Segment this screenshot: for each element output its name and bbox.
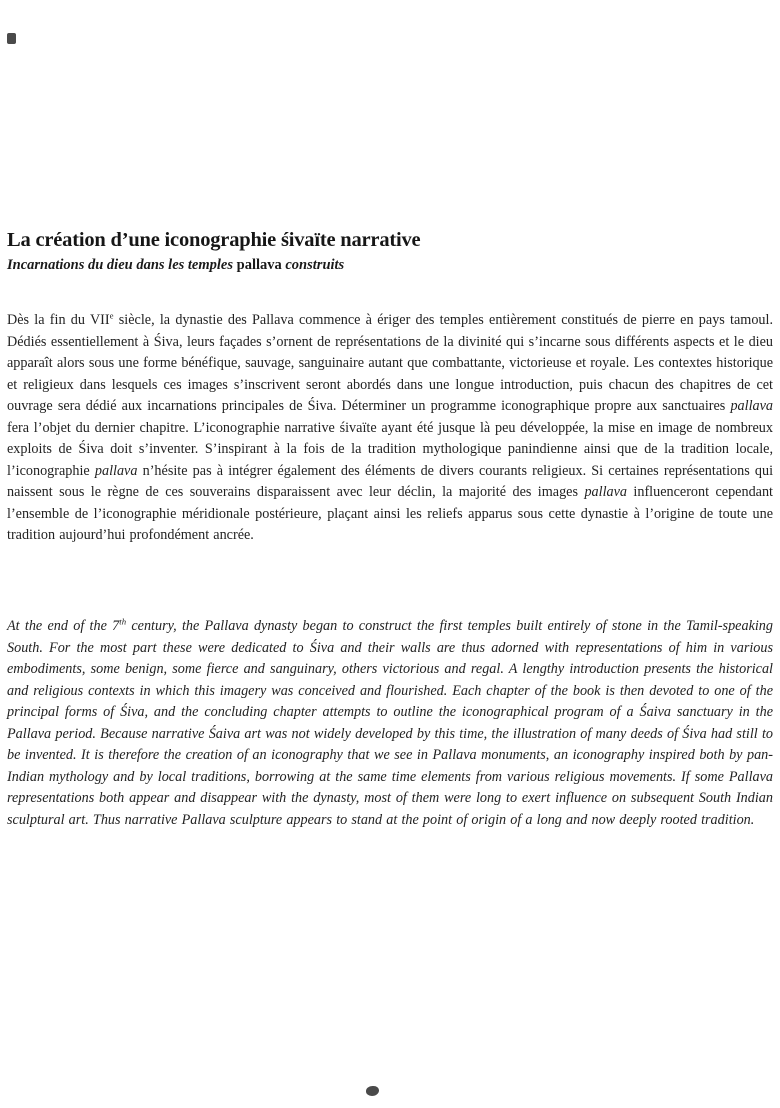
page-subtitle: Incarnations du dieu dans les temples pallava construits bbox=[7, 257, 345, 273]
scan-artifact-top-left bbox=[7, 33, 16, 44]
scan-artifact-bottom-center bbox=[366, 1086, 379, 1096]
english-abstract-paragraph: At the end of the 7th century, the Pallava dynasty began to construct the first temples built entirely of stone in the Tamil-speaking South. For the most part these were dedicated to Śiva and their walls are thus adorned with representations of him in various embodiments, some benign, some fierce and sanguinary, others victorious and regal. A lengthy introduction presents the historical and religious contexts in which this imagery was conceived and flourished. Each chapter of the book is then devoted to one of the principal forms of Śiva, and the concluding chapter attempts to outline the iconographical program of a Śaiva sanctuary in the Pallava period. Because narrative Śaiva art was not widely developed by this time, the illustration of many deeds of Śiva had still to be invented. It is therefore the creation of an iconography that we see in Pallava monuments, an iconography inspired both by pan-Indian mythology and by local traditions, borrowing at the same time elements from various religious movements. If some Pallava representations both appear and disappear with the dynasty, most of them were long to exert influence on subsequent South Indian sculptural art. Thus narrative Pallava sculpture appears to stand at the point of origin of a long and now deeply rooted tradition. bbox=[7, 616, 773, 828]
page-title: La création d’une iconographie śivaïte narrative bbox=[7, 229, 421, 251]
french-abstract-paragraph: Dès la fin du VIIe siècle, la dynastie des Pallava commence à ériger des temples entièrement constitués de pierre en pays tamoul. Dédiés essentiellement à Śiva, leurs façades s’ornent de représentations de la divinité qui s’incarne sous différents aspects et le dieu apparaît alors sous une forme bénéfique, sauvage, sanguinaire autant que combattante, victorieuse et royale. Les contextes historique et religieux dans lesquels ces images s’inscrivent seront abordés dans une longue introduction, puis chacun des chapitres de cet ouvrage sera dédié aux incarnations principales de Śiva. Déterminer un programme iconographique propre aux sanctuaires pallava fera l’objet du dernier chapitre. L’iconographie narrative śivaïte ayant été jusque là peu développée, la mise en image de nombreux exploits de Śiva doit s’inventer. S’inspirant à la fois de la tradition mythologique panindienne ainsi que de la tradition locale, l’iconographie pallava n’hésite pas à intégrer également des éléments de divers courants religieux. Si certaines représentations qui naissent sous le règne de ces souverains disparaissent avec leur déclin, la majorité des images pallava influenceront cependant l’ensemble de l’iconographie méridionale postérieure, plaçant ainsi les reliefs apparus sous cette dynastie à l’origine de toute une tradition aujourd’hui profondément ancrée. bbox=[7, 310, 774, 544]
